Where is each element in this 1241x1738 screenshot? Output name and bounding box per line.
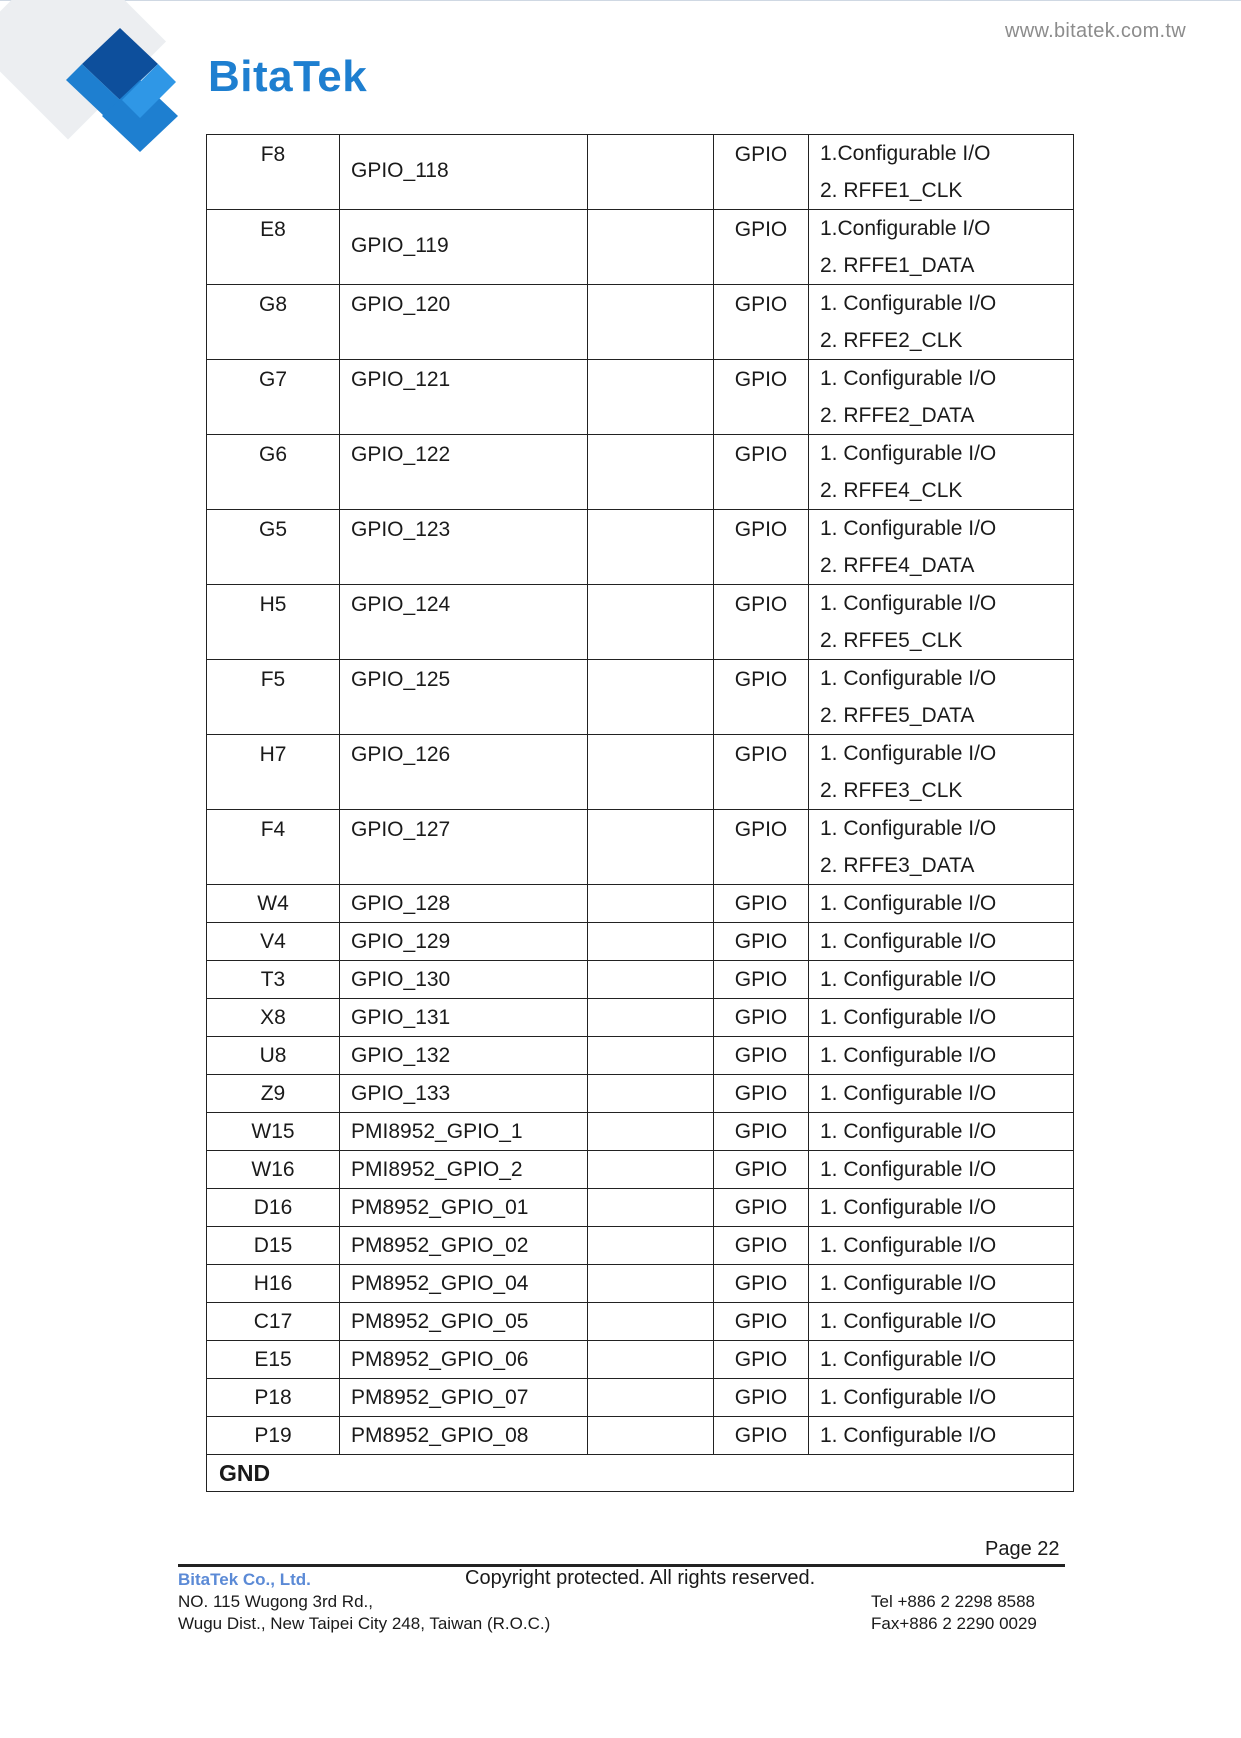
description-line: 1. Configurable I/O — [820, 517, 997, 540]
empty-cell — [588, 285, 714, 360]
description-cell — [809, 999, 1074, 1037]
description-line: 2. RFFE2_DATA — [820, 404, 975, 427]
description-line: 1.Configurable I/O — [820, 217, 991, 240]
type-cell: GPIO — [714, 1151, 809, 1189]
ball-cell: W16 — [207, 1151, 340, 1189]
description-cell — [809, 1075, 1074, 1113]
description-line: 1. Configurable I/O — [820, 817, 997, 840]
description-line: 1. Configurable I/O — [820, 930, 997, 953]
signal-name-cell: PM8952_GPIO_05 — [340, 1303, 588, 1341]
signal-name-cell: PM8952_GPIO_04 — [340, 1265, 588, 1303]
description-line: 2. RFFE3_CLK — [820, 779, 963, 802]
description-cell — [809, 210, 1074, 285]
type-cell: GPIO — [714, 435, 809, 510]
signal-name-cell: GPIO_118 — [340, 135, 588, 210]
type-cell: GPIO — [714, 1417, 809, 1455]
signal-name-cell: GPIO_129 — [340, 923, 588, 961]
description-line: 1. Configurable I/O — [820, 1348, 997, 1371]
empty-cell — [588, 1341, 714, 1379]
brand-name: BitaTek — [208, 52, 368, 101]
page-number: Page 22 — [985, 1538, 1060, 1560]
description-line: 1. Configurable I/O — [820, 442, 997, 465]
type-cell: GPIO — [714, 210, 809, 285]
type-cell: GPIO — [714, 999, 809, 1037]
ball-cell: H5 — [207, 585, 340, 660]
empty-cell — [588, 885, 714, 923]
ball-cell: F4 — [207, 810, 340, 885]
website-url[interactable]: www.bitatek.com.tw — [1004, 20, 1186, 42]
ball-cell: U8 — [207, 1037, 340, 1075]
fax: Fax+886 2 2290 0029 — [871, 1614, 1037, 1633]
signal-name-cell: GPIO_123 — [340, 510, 588, 585]
empty-cell — [588, 923, 714, 961]
type-cell: GPIO — [714, 585, 809, 660]
empty-cell — [588, 585, 714, 660]
empty-cell — [588, 1227, 714, 1265]
signal-name-cell: GPIO_127 — [340, 810, 588, 885]
ball-cell: D15 — [207, 1227, 340, 1265]
address-line-2: Wugu Dist., New Taipei City 248, Taiwan (R.O.C.) — [178, 1614, 551, 1633]
description-line: 1. Configurable I/O — [820, 1158, 997, 1181]
description-line: 2. RFFE5_DATA — [820, 704, 975, 727]
description-cell — [809, 961, 1074, 999]
description-line: 1. Configurable I/O — [820, 1310, 997, 1333]
table-row — [207, 1189, 1074, 1227]
ball-cell: E8 — [207, 210, 340, 285]
signal-name-cell: PM8952_GPIO_08 — [340, 1417, 588, 1455]
description-cell — [809, 1189, 1074, 1227]
table-row — [207, 735, 1074, 810]
type-cell: GPIO — [714, 1113, 809, 1151]
signal-name-cell: PMI8952_GPIO_2 — [340, 1151, 588, 1189]
empty-cell — [588, 1075, 714, 1113]
description-cell — [809, 735, 1074, 810]
description-cell — [809, 1151, 1074, 1189]
table-row — [207, 1113, 1074, 1151]
empty-cell — [588, 435, 714, 510]
signal-name-cell: PMI8952_GPIO_1 — [340, 1113, 588, 1151]
description-cell — [809, 1265, 1074, 1303]
table-row — [207, 1265, 1074, 1303]
type-cell: GPIO — [714, 735, 809, 810]
signal-name-cell: GPIO_119 — [340, 210, 588, 285]
ball-cell: H7 — [207, 735, 340, 810]
empty-cell — [588, 961, 714, 999]
table-row — [207, 1341, 1074, 1379]
ball-cell: G5 — [207, 510, 340, 585]
description-line: 2. RFFE4_DATA — [820, 554, 975, 577]
signal-name-cell: GPIO_120 — [340, 285, 588, 360]
signal-name-cell: GPIO_125 — [340, 660, 588, 735]
description-cell — [809, 1113, 1074, 1151]
table-row — [207, 1379, 1074, 1417]
table-row — [207, 1037, 1074, 1075]
description-line: 1. Configurable I/O — [820, 592, 997, 615]
signal-name-cell: GPIO_128 — [340, 885, 588, 923]
description-line: 1. Configurable I/O — [820, 1196, 997, 1219]
description-cell — [809, 1303, 1074, 1341]
table-row — [207, 1417, 1074, 1455]
table-row — [207, 961, 1074, 999]
signal-name-cell: PM8952_GPIO_07 — [340, 1379, 588, 1417]
empty-cell — [588, 210, 714, 285]
description-cell — [809, 885, 1074, 923]
table-row — [207, 810, 1074, 885]
description-line: 1. Configurable I/O — [820, 1272, 997, 1295]
description-line: 1. Configurable I/O — [820, 292, 997, 315]
type-cell: GPIO — [714, 285, 809, 360]
company-name: BitaTek Co., Ltd. — [178, 1570, 311, 1589]
empty-cell — [588, 1037, 714, 1075]
description-line: 1. Configurable I/O — [820, 667, 997, 690]
empty-cell — [588, 1151, 714, 1189]
description-cell — [809, 1379, 1074, 1417]
description-line: 1. Configurable I/O — [820, 367, 997, 390]
ball-cell: H16 — [207, 1265, 340, 1303]
ball-cell: F5 — [207, 660, 340, 735]
table-row — [207, 999, 1074, 1037]
table-row — [207, 585, 1074, 660]
type-cell: GPIO — [714, 1189, 809, 1227]
empty-cell — [588, 1113, 714, 1151]
ball-cell: W15 — [207, 1113, 340, 1151]
ball-cell: G7 — [207, 360, 340, 435]
type-cell: GPIO — [714, 961, 809, 999]
table-row — [207, 1303, 1074, 1341]
table-row — [207, 885, 1074, 923]
description-line: 1. Configurable I/O — [820, 742, 997, 765]
empty-cell — [588, 135, 714, 210]
type-cell: GPIO — [714, 1037, 809, 1075]
description-line: 1. Configurable I/O — [820, 892, 997, 915]
type-cell: GPIO — [714, 135, 809, 210]
description-line: 1. Configurable I/O — [820, 1234, 997, 1257]
description-line: 2. RFFE3_DATA — [820, 854, 975, 877]
signal-name-cell: GPIO_133 — [340, 1075, 588, 1113]
empty-cell — [588, 660, 714, 735]
description-line: 2. RFFE5_CLK — [820, 629, 963, 652]
empty-cell — [588, 1303, 714, 1341]
description-cell — [809, 810, 1074, 885]
signal-name-cell: GPIO_130 — [340, 961, 588, 999]
empty-cell — [588, 1189, 714, 1227]
copyright-notice: Copyright protected. All rights reserved. — [465, 1567, 816, 1589]
ball-cell: E15 — [207, 1341, 340, 1379]
type-cell: GPIO — [714, 923, 809, 961]
ball-cell: D16 — [207, 1189, 340, 1227]
ball-cell: G6 — [207, 435, 340, 510]
type-cell: GPIO — [714, 1265, 809, 1303]
table-row — [207, 435, 1074, 510]
signal-name-cell: GPIO_121 — [340, 360, 588, 435]
empty-cell — [588, 1265, 714, 1303]
signal-name-cell: PM8952_GPIO_01 — [340, 1189, 588, 1227]
description-line: 1. Configurable I/O — [820, 1386, 997, 1409]
empty-cell — [588, 999, 714, 1037]
type-cell: GPIO — [714, 1075, 809, 1113]
type-cell: GPIO — [714, 510, 809, 585]
description-cell — [809, 923, 1074, 961]
description-cell — [809, 1341, 1074, 1379]
signal-name-cell: GPIO_124 — [340, 585, 588, 660]
ball-cell: F8 — [207, 135, 340, 210]
description-line: 2. RFFE1_DATA — [820, 254, 975, 277]
signal-name-cell: GPIO_122 — [340, 435, 588, 510]
description-line: 1. Configurable I/O — [820, 1082, 997, 1105]
table-row — [207, 1227, 1074, 1265]
description-cell — [809, 1417, 1074, 1455]
signal-name-cell: PM8952_GPIO_02 — [340, 1227, 588, 1265]
ball-cell: P19 — [207, 1417, 340, 1455]
table-row — [207, 1075, 1074, 1113]
empty-cell — [588, 360, 714, 435]
pin-table — [206, 134, 1074, 1492]
empty-cell — [588, 810, 714, 885]
ball-cell: P18 — [207, 1379, 340, 1417]
description-line: 2. RFFE2_CLK — [820, 329, 963, 352]
description-cell — [809, 660, 1074, 735]
empty-cell — [588, 735, 714, 810]
description-line: 1. Configurable I/O — [820, 1006, 997, 1029]
signal-name-cell: GPIO_132 — [340, 1037, 588, 1075]
table-row — [207, 210, 1074, 285]
ball-cell: X8 — [207, 999, 340, 1037]
table-row — [207, 510, 1074, 585]
description-line: 2. RFFE4_CLK — [820, 479, 963, 502]
ball-cell: G8 — [207, 285, 340, 360]
table-row — [207, 660, 1074, 735]
empty-cell — [588, 1379, 714, 1417]
description-line: 1. Configurable I/O — [820, 968, 997, 991]
description-line: 1.Configurable I/O — [820, 142, 991, 165]
section-row — [207, 1455, 1074, 1492]
description-cell — [809, 1227, 1074, 1265]
table-row — [207, 285, 1074, 360]
type-cell: GPIO — [714, 360, 809, 435]
description-cell — [809, 510, 1074, 585]
type-cell: GPIO — [714, 660, 809, 735]
table-row — [207, 1151, 1074, 1189]
description-cell — [809, 285, 1074, 360]
table-row — [207, 135, 1074, 210]
description-cell — [809, 435, 1074, 510]
signal-name-cell: PM8952_GPIO_06 — [340, 1341, 588, 1379]
type-cell: GPIO — [714, 1379, 809, 1417]
type-cell: GPIO — [714, 1227, 809, 1265]
description-cell — [809, 1037, 1074, 1075]
address-line-1: NO. 115 Wugong 3rd Rd., — [178, 1592, 373, 1611]
type-cell: GPIO — [714, 1341, 809, 1379]
description-line: 2. RFFE1_CLK — [820, 179, 963, 202]
table-row — [207, 923, 1074, 961]
description-line: 1. Configurable I/O — [820, 1120, 997, 1143]
description-cell — [809, 585, 1074, 660]
telephone: Tel +886 2 2298 8588 — [871, 1592, 1036, 1611]
type-cell: GPIO — [714, 810, 809, 885]
table-row — [207, 360, 1074, 435]
empty-cell — [588, 1417, 714, 1455]
signal-name-cell: GPIO_131 — [340, 999, 588, 1037]
empty-cell — [588, 510, 714, 585]
description-cell — [809, 135, 1074, 210]
description-cell — [809, 360, 1074, 435]
ball-cell: Z9 — [207, 1075, 340, 1113]
signal-name-cell: GPIO_126 — [340, 735, 588, 810]
ball-cell: V4 — [207, 923, 340, 961]
description-line: 1. Configurable I/O — [820, 1044, 997, 1067]
type-cell: GPIO — [714, 1303, 809, 1341]
ball-cell: W4 — [207, 885, 340, 923]
type-cell: GPIO — [714, 885, 809, 923]
section-label: GND — [207, 1455, 1074, 1492]
ball-cell: T3 — [207, 961, 340, 999]
ball-cell: C17 — [207, 1303, 340, 1341]
description-line: 1. Configurable I/O — [820, 1424, 997, 1447]
